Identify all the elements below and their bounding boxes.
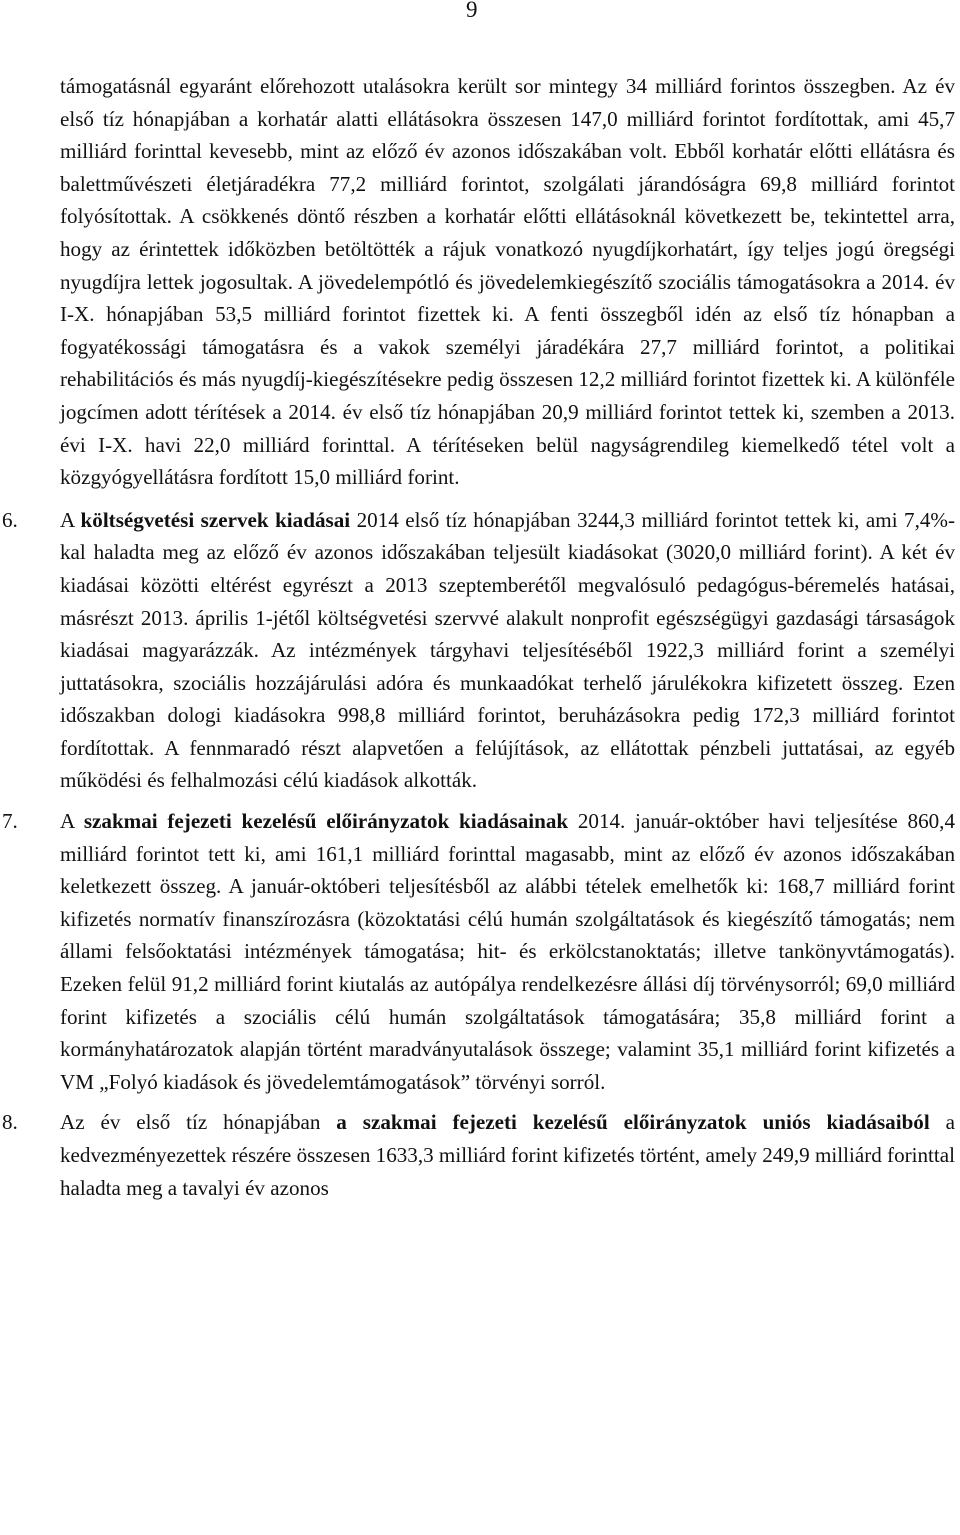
- item-text: [60, 504, 955, 797]
- item-rest-text: 2014. január-október havi teljesítése 860,4 milliárd forintot tett ki, ami 161,1 milliárd forinttal magasabb, mint az előző év azonos időszakában keletkezett összeg. A január-októberi teljesítésből az alábbi tételek emelhetők ki: 168,7 milliárd forint kifizetés normatív finanszírozásra (közoktatási célú humán szolgáltatások és kiegészítő támogatás; nem állami felsőoktatási intézmények támogatása; hit- és erkölcstanoktatás; illetve tankönyvtámogatás). Ezeken felül 91,2 milliárd forint kiutalás az autópálya rendelkezésre állási díj törvénysorról; 69,0 milliárd forint kifizetés a szociális célú humán szolgáltatások támogatására; 35,8 milliárd forint a kormányhatározatok alapján történt maradványutalások összege; valamint 35,1 milliárd forint kifizetés a VM „Folyó kiadások és jövedelemtámogatások” törvényi sorról.: [60, 809, 955, 1094]
- page-number: 9: [466, 0, 478, 22]
- intro-paragraph: támogatásnál egyaránt előrehozott utalásokra került sor mintegy 34 milliárd forintos összegben. Az év első tíz hónapjában a korhatár alatti ellátásokra összesen 147,0 milliárd forintot fordítottak, ami 45,7 milliárd forinttal kevesebb, mint az előző év azonos időszakában volt. Ebből korhatár előtti ellátásra és balettművészeti életjáradékra 77,2 milliárd forintot, szolgálati járandóságra 69,8 milliárd forintot folyósítottak. A csökkenés döntő részben a korhatár előtti ellátásoknál következett be, tekintettel arra, hogy az érintettek időközben betöltötték a rájuk vonatkozó nyugdíjkorhatárt, így teljes jogú öregségi nyugdíjra lettek jogosultak. A jövedelempótló és jövedelemkiegészítő szociális támogatásokra a 2014. év I-X. hónapjában 53,5 milliárd forintot fizettek ki. A fenti összegből idén az első tíz hónapban a fogyatékossági támogatásra és a vakok személyi járadékára 27,7 milliárd forintot, a politikai rehabilitációs és más nyugdíj-kiegészítésekre pedig összesen 12,2 milliárd forintot fizettek ki. A különféle jogcímen adott térítések a 2014. év első tíz hónapjában 20,9 milliárd forintot tettek ki, szemben a 2013. évi I-X. havi 22,0 milliárd forinttal. A térítéseken belül nagyságrendileg kiemelkedő tétel volt a közgyógyellátásra fordított 15,0 milliárd forint.: [60, 74, 955, 490]
- item-lead-text: Az év első tíz hónapjában: [60, 1110, 337, 1135]
- item-lead-text: A: [60, 809, 84, 834]
- list-item-7: [0, 805, 960, 1098]
- item-number: 7.: [2, 809, 18, 834]
- item-bold-term: szakmai fejezeti kezelésű előirányzatok kiadásainak: [83, 809, 569, 834]
- item-bold-term: a szakmai fejezeti kezelésű előirányzatok uniós kiadásaiból: [336, 1110, 930, 1135]
- item-rest-text: 2014 első tíz hónapjában 3244,3 milliárd forintot tettek ki, ami 7,4%-kal haladta meg az előző év azonos időszakában teljesült kiadásokat (3020,0 milliárd forint). A két év kiadásai közötti eltérést egyrészt a 2013 szeptemberétől megvalósuló pedagógus-béremelés hatásai, másrészt 2013. április 1-jétől költségvetési szervvé alakult nonprofit egészségügyi gazdasági társaságok kiadásai magyarázzák. Az intézmények tárgyhavi teljesítéséből 1922,3 milliárd forint a személyi juttatásokra, szociális hozzájárulási adóra és munkaadókat terhelő járulékokra kifizetett összeg. Ezen időszakban dologi kiadásokra 998,8 milliárd forintot, beruházásokra pedig 172,3 milliárd forintot fordítottak. A fennmaradó részt alapvetően a felújítások, az ellátottak pénzbeli juttatásai, az egyéb működési és felhalmozási célú kiadások alkották.: [60, 507, 955, 793]
- item-number: 6.: [2, 507, 18, 532]
- document-body: [0, 70, 960, 1204]
- list-item-6: [0, 504, 960, 797]
- item-bold-term: költségvetési szervek kiadásai: [80, 507, 351, 532]
- item-rest-text: a kedvezményezettek részére összesen 1633,3 milliárd forint kifizetés történt, amely 249,9 milliárd forinttal haladta meg a tavalyi év azonos: [60, 1110, 956, 1200]
- item-lead-text: A: [60, 507, 81, 532]
- item-number: 8.: [2, 1110, 18, 1135]
- item-text: [60, 805, 955, 1098]
- list-item-8: [0, 1106, 960, 1204]
- item-text: [60, 1106, 955, 1204]
